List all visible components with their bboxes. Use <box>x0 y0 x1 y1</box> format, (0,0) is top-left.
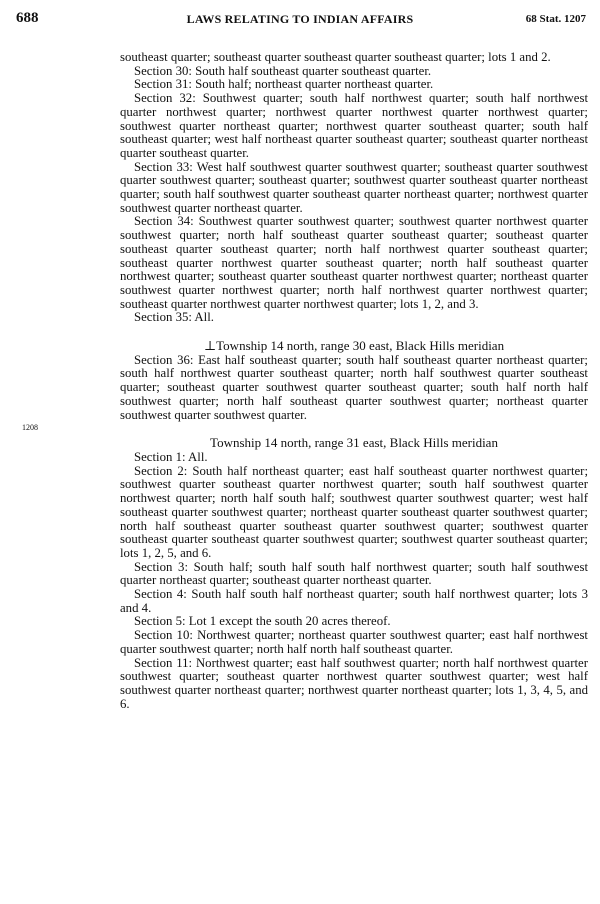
paragraph-section-34: Section 34: Southwest quarter southwest quarter; southwest quarter northwest quarter southwest quarter; north half southeast quarter southeast quarter; southeast quarter southeast quarter southeast quarter; north half northwest quarter southeast quarter; southeast quarter northwest quarter southeast quarter; north half southeast quarter northwest quarter; southeast quarter southeast quarter northwest quarter; northeast quarter southwest quarter northwest quarter; north half northwest quarter northwest quarter; southeast quarter northwest quarter northwest quarter; lots 1, 2, and 3. <box>120 214 588 311</box>
running-head: LAWS RELATING TO INDIAN AFFAIRS <box>186 12 414 26</box>
paragraph-section-31: Section 31: South half; northeast quarter northeast quarter. <box>134 77 434 92</box>
paragraph-continuation: southeast quarter; southeast quarter southeast quarter southeast quarter; lots 1 and 2. <box>120 50 551 64</box>
township-heading-range-30: ⊥Township 14 north, range 30 east, Black Hills meridian <box>203 338 505 354</box>
document-body <box>120 51 588 711</box>
paragraph-section-32: Section 32: Southwest quarter; south half northwest quarter; south half northwest quarter northwest quarter; northwest quarter northwest quarter northwest quarter; southwest quarter northeast quarter; northwest quarter southeast quarter; south half southeast quarter; west half northeast quarter southeast quarter; southeast quarter northeast quarter southeast quarter. <box>120 91 588 160</box>
paragraph-section-3: Section 3: South half; south half south half northwest quarter; south half southwest quarter northeast quarter; southeast quarter northeast quarter. <box>120 559 588 588</box>
paragraph-section-5: Section 5: Lot 1 except the south 20 acres thereof. <box>134 614 391 629</box>
paragraph-section-30: Section 30: South half southeast quarter southeast quarter. <box>134 63 432 78</box>
paragraph-section-36: Section 36: East half southeast quarter; south half southeast quarter northeast quarter; south half northwest quarter southeast quarter; north half southwest quarter southeast quarter; southeast quarter southwest quarter southeast quarter; south half north half southwest quarter; north half southeast quarter southwest quarter; northeast quarter southwest quarter southwest quarter. <box>120 352 588 422</box>
paragraph-section-1: Section 1: All. <box>134 449 208 464</box>
paragraph-section-11: Section 11: Northwest quarter; east half southwest quarter; north half northwest quarter southwest quarter; southeast quarter northwest quarter southwest quarter; west half southwest quarter northeast quarter; northwest quarter northeast quarter; lots 1, 3, 4, 5, and 6. <box>120 655 588 711</box>
paragraph-section-35: Section 35: All. <box>134 310 214 325</box>
paragraph-section-2: Section 2: South half northeast quarter; east half southeast quarter northwest quarter; southwest quarter southeast quarter northwest quarter; south half southwest quarter northwest quarter; north half south half; southwest quarter southwest quarter; west half southeast quarter southwest quarter; northeast quarter southeast quarter southwest quarter; north half southeast quarter southeast quarter southwest quarter; southwest quarter southeast quarter southeast quarter southwest quarter; southwest quarter southeast quarter; lots 1, 2, 5, and 6. <box>120 463 588 560</box>
margin-page-note: 1208 <box>22 423 38 432</box>
paragraph-section-33: Section 33: West half southwest quarter southwest quarter; southeast quarter southwest quarter southwest quarter; southeast quarter; southwest quarter southeast quarter northeast quarter; south half southwest quarter southeast quarter northeast quarter; northwest quarter southwest quarter northeast quarter. <box>120 159 588 215</box>
page-number: 688 <box>16 10 39 26</box>
paragraph-section-4: Section 4: South half south half northeast quarter; south half northwest quarter; lots 3 and 4. <box>120 587 588 615</box>
paragraph-section-10: Section 10: Northwest quarter; northeast quarter southwest quarter; east half northwest quarter southwest quarter; north half north half southeast quarter. <box>120 628 588 656</box>
statute-reference: 68 Stat. 1207 <box>525 13 586 25</box>
township-heading-range-31: Township 14 north, range 31 east, Black Hills meridian <box>210 435 498 451</box>
